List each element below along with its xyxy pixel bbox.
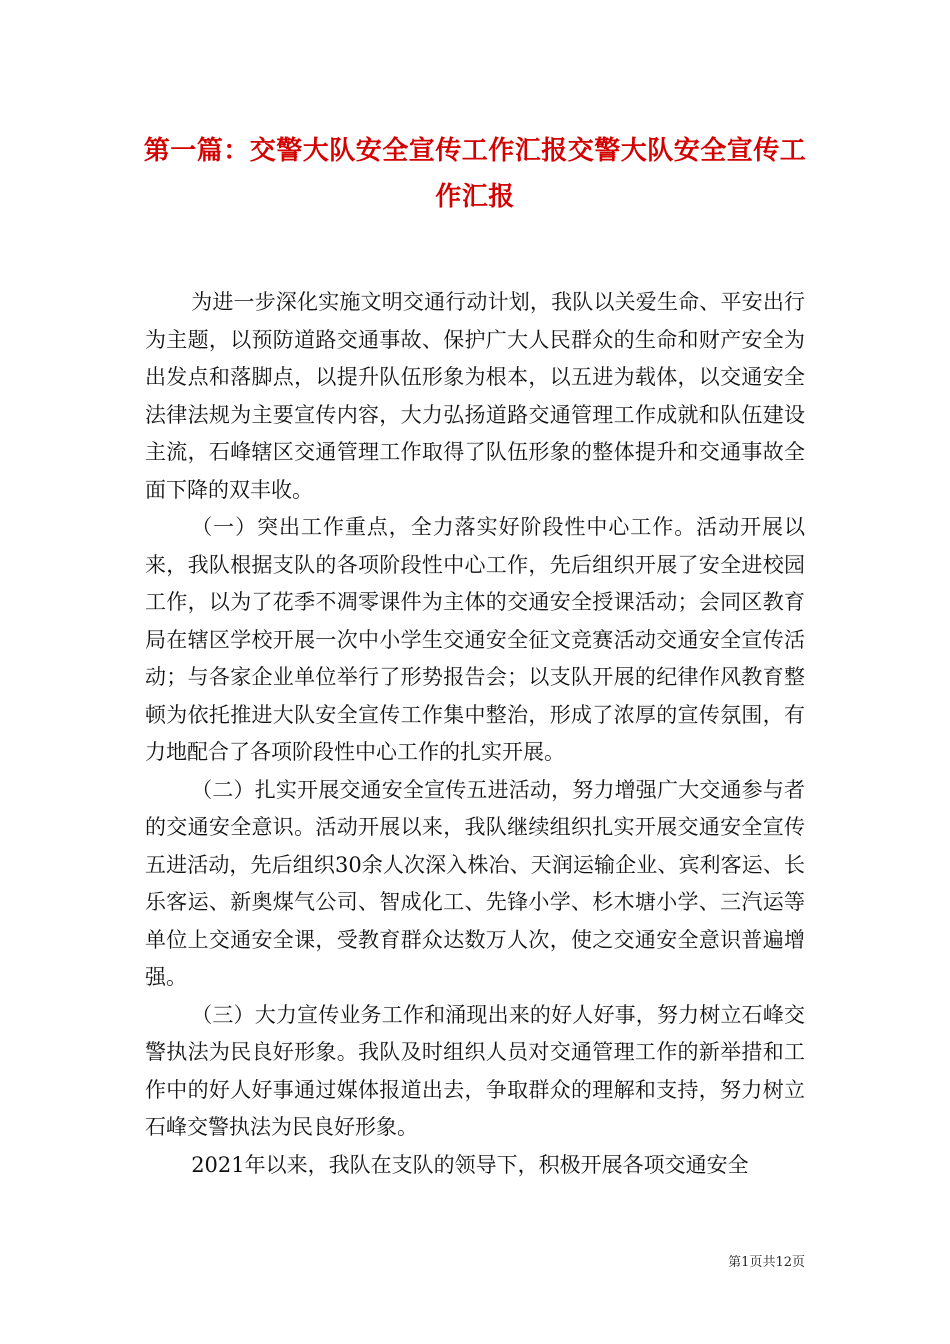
- document-title: 第一篇：交警大队安全宣传工作汇报交警大队安全宣传工作汇报: [143, 136, 807, 212]
- paragraph-section-1: （一）突出工作重点，全力落实好阶段性中心工作。活动开展以来，我队根据支队的各项阶段性中心工作，先后组织开展了安全进校园工作，以为了花季不凋零课件为主体的交通安全授课活动；会同区教育局在辖区学校开展一次中小学生交通安全征文竞赛活动交通安全宣传活动；与各家企业单位举行了形势报告会；以支队开展的纪律作风教育整顿为依托推进大队安全宣传工作集中整治，形成了浓厚的宣传氛围，有力地配合了各项阶段性中心工作的扎实开展。: [145, 515, 805, 764]
- paragraph-section-2: （二）扎实开展交通安全宣传五进活动，努力增强广大交通参与者的交通安全意识。活动开展以来，我队继续组织扎实开展交通安全宣传五进活动，先后组织30余人次深入株冶、天润运输企业、宾利客运、长乐客运、新奥煤气公司、智成化工、先锋小学、杉木塘小学、三汽运等单位上交通安全课，受教育群众达数万人次，使之交通安全意识普遍增强。: [145, 777, 805, 989]
- page-number: 第1页共12页: [728, 1255, 805, 1270]
- document-body: [145, 284, 805, 1184]
- paragraph-summary: 2021年以来，我队在支队的领导下，积极开展各项交通安全: [191, 1152, 749, 1177]
- paragraph-section-3: （三）大力宣传业务工作和涌现出来的好人好事，努力树立石峰交警执法为民良好形象。我队及时组织人员对交通管理工作的新举措和工作中的好人好事通过媒体报道出去，争取群众的理解和支持，努力树立石峰交警执法为民良好形象。: [145, 1002, 805, 1139]
- paragraph-intro: 为进一步深化实施文明交通行动计划，我队以关爱生命、平安出行为主题，以预防道路交通事故、保护广大人民群众的生命和财产安全为出发点和落脚点，以提升队伍形象为根本，以五进为载体，以交通安全法律法规为主要宣传内容，大力弘扬道路交通管理工作成就和队伍建设主流，石峰辖区交通管理工作取得了队伍形象的整体提升和交通事故全面下降的双丰收。: [145, 290, 805, 502]
